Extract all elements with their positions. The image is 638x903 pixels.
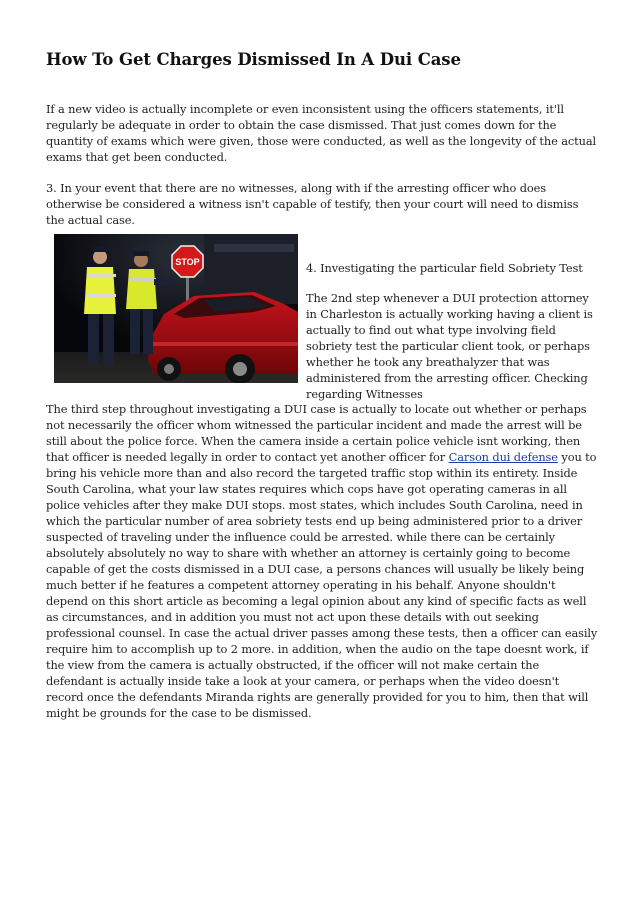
police-traffic-stop-illustration [54, 234, 298, 383]
paragraph-sobriety-test: The 2nd step whenever a DUI protection attorney in Charleston is actually working having a client is actually to find out what type involving field sobriety test the particular client took, or perhaps whether he took any breathalyzer that was administered from the arresting officer. Checking regarding Witnesses [306, 291, 593, 401]
police-traffic-stop-photo [54, 234, 298, 383]
paragraph-text-after-link: you to bring his vehicle more than and also record the targeted traffic stop within its entirety. Inside South Carolina, what your law states requires which cops have got operating cameras in all police vehicles after they make DUI stops. most states, which includes South Carolina, need in which the particular number of area sobriety tests end up being administered prior to a driver suspected of traveling under the influence could be arrested. while there can be certainly absolutely absolutely no way to share with whether an attorney is certainly going to become capable of get the costs dismissed in a DUI case, a persons chances will usually be likely being much better if he features a competent attorney operating in his behalf. Anyone shouldn't depend on this short article as becoming a legal opinion about any kind of specific facts as well as circumstances, and in addition you must not act upon these details with out seeking professional counsel. In case the actual driver passes among these tests, then a officer can easily require him to accomplish up to 2 more. in addition, when the audio on the tape doesnt work, if the view from the camera is actually obstructed, if the officer will not make certain the defendant is actually inside take a look at your camera, or perhaps when the video doesn't record once the defendants Miranda rights are generally provided for you to him, then that will might be grounds for the case to be dismissed. [46, 450, 598, 720]
paragraph-witnesses: 3. In your event that there are no witnesses, along with if the arresting officer who does otherwise be considered a witness isn't capable of testify, then your court will need to dismiss the actual case. [46, 181, 579, 227]
section-heading-field-sobriety-test: 4. Investigating the particular field Sobriety Test [306, 261, 583, 275]
paragraph-video-evidence: If a new video is actually incomplete or even inconsistent using the officers statements, it'll regularly be adequate in order to obtain the case dismissed. That just comes down for the quantity of exams which were given, those were conducted, as well as the longevity of the actual exams that get been conducted. [46, 102, 597, 164]
carson-dui-defense-link[interactable]: Carson dui defense [448, 450, 558, 464]
paragraph-text-before-link: The third step throughout investigating a DUI case is actually to locate out whether or perhaps not necessarily the officer whom witnessed the particular incident and made the arrest will be still about the police force. When the camera inside a certain police vehicle isnt working, then that officer is needed legally in order to contact yet another officer for [46, 402, 587, 464]
document-title: How To Get Charges Dismissed In A Dui Case [46, 50, 461, 69]
stop-sign-label: STOP [175, 257, 200, 267]
paragraph-investigation [46, 401, 598, 721]
